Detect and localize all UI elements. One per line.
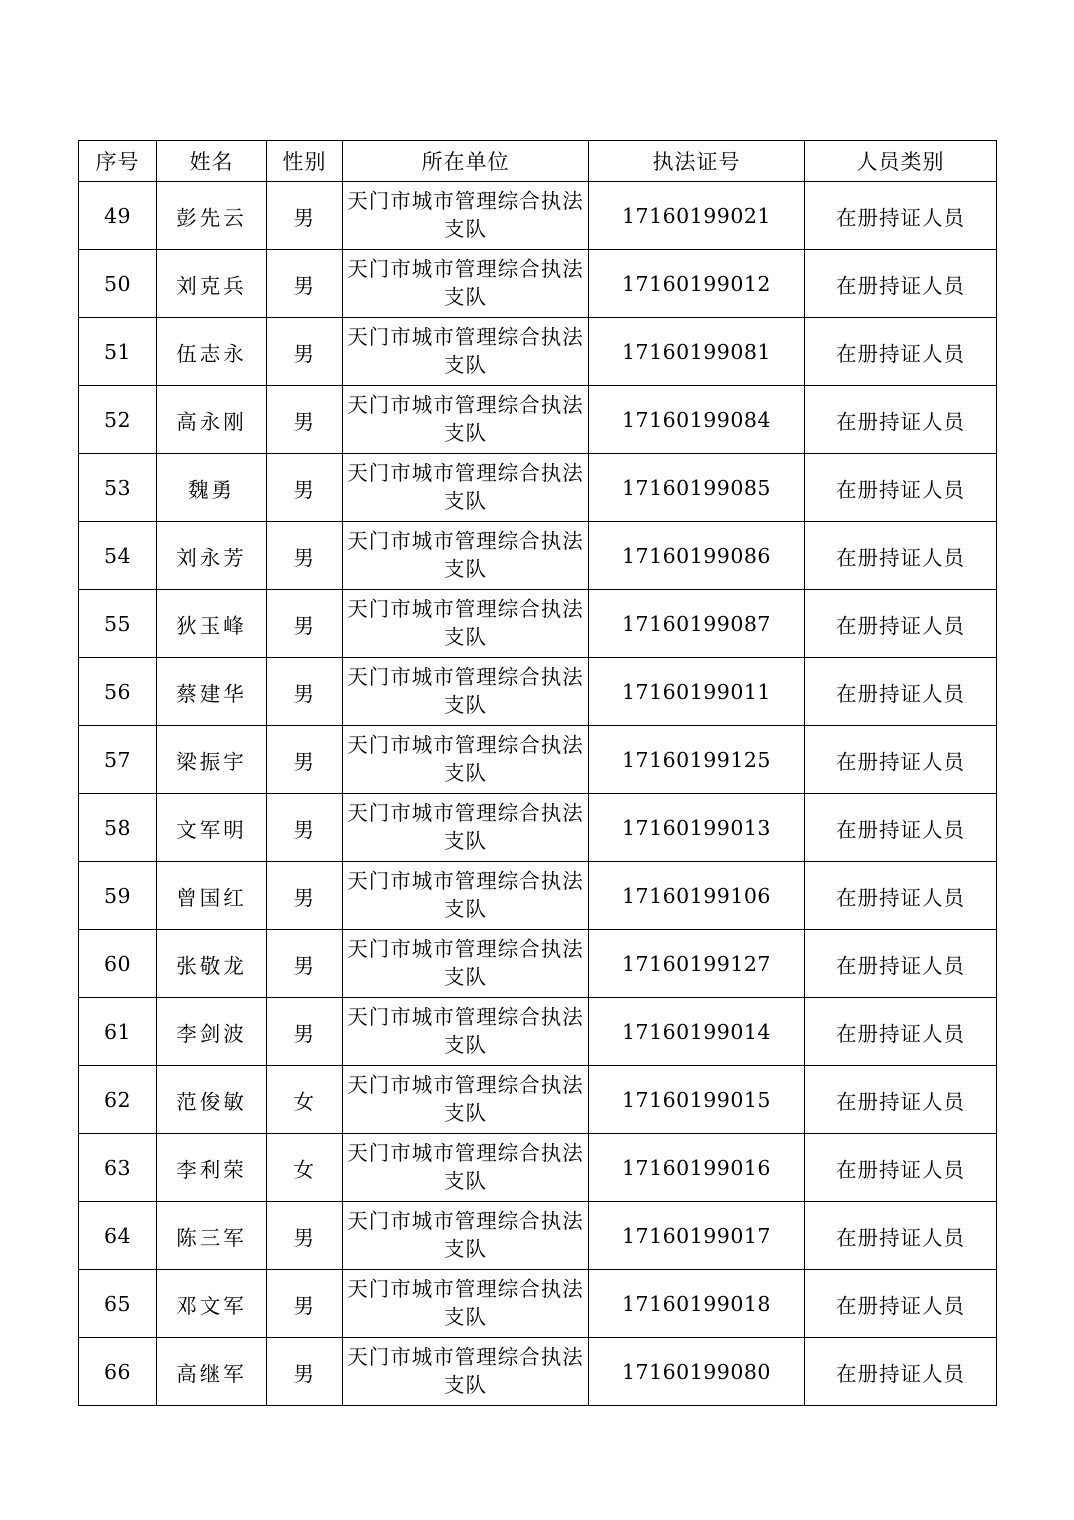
table-row xyxy=(79,998,997,1066)
cell-unit: 天门市城市管理综合执法支队 xyxy=(343,1066,589,1134)
cell-sex: 男 xyxy=(267,726,343,794)
cell-personnel-type: 在册持证人员 xyxy=(805,794,997,862)
cell-certificate: 17160199018 xyxy=(589,1270,805,1338)
cell-certificate: 17160199106 xyxy=(589,862,805,930)
cell-index: 53 xyxy=(79,454,157,522)
cell-certificate: 17160199081 xyxy=(589,318,805,386)
cell-unit: 天门市城市管理综合执法支队 xyxy=(343,1202,589,1270)
cell-sex: 男 xyxy=(267,250,343,318)
cell-sex: 男 xyxy=(267,862,343,930)
table-row xyxy=(79,1066,997,1134)
cell-personnel-type: 在册持证人员 xyxy=(805,930,997,998)
column-header-index: 序号 xyxy=(79,141,157,182)
cell-certificate: 17160199084 xyxy=(589,386,805,454)
cell-personnel-type: 在册持证人员 xyxy=(805,862,997,930)
cell-certificate: 17160199021 xyxy=(589,182,805,250)
table-row xyxy=(79,454,997,522)
cell-index: 51 xyxy=(79,318,157,386)
cell-personnel-type: 在册持证人员 xyxy=(805,726,997,794)
cell-unit: 天门市城市管理综合执法支队 xyxy=(343,318,589,386)
cell-name: 文军明 xyxy=(157,794,267,862)
table-row xyxy=(79,590,997,658)
cell-certificate: 17160199087 xyxy=(589,590,805,658)
cell-certificate: 17160199080 xyxy=(589,1338,805,1406)
cell-personnel-type: 在册持证人员 xyxy=(805,1202,997,1270)
cell-name: 陈三军 xyxy=(157,1202,267,1270)
cell-name: 范俊敏 xyxy=(157,1066,267,1134)
cell-sex: 男 xyxy=(267,658,343,726)
column-header-certificate: 执法证号 xyxy=(589,141,805,182)
cell-unit: 天门市城市管理综合执法支队 xyxy=(343,1134,589,1202)
cell-name: 狄玉峰 xyxy=(157,590,267,658)
cell-certificate: 17160199127 xyxy=(589,930,805,998)
cell-unit: 天门市城市管理综合执法支队 xyxy=(343,182,589,250)
cell-unit: 天门市城市管理综合执法支队 xyxy=(343,658,589,726)
cell-name: 刘永芳 xyxy=(157,522,267,590)
cell-index: 50 xyxy=(79,250,157,318)
cell-name: 张敬龙 xyxy=(157,930,267,998)
cell-index: 61 xyxy=(79,998,157,1066)
cell-sex: 男 xyxy=(267,318,343,386)
cell-sex: 女 xyxy=(267,1066,343,1134)
table-row xyxy=(79,930,997,998)
cell-personnel-type: 在册持证人员 xyxy=(805,998,997,1066)
cell-sex: 男 xyxy=(267,522,343,590)
column-header-sex: 性别 xyxy=(267,141,343,182)
cell-unit: 天门市城市管理综合执法支队 xyxy=(343,590,589,658)
cell-personnel-type: 在册持证人员 xyxy=(805,318,997,386)
cell-unit: 天门市城市管理综合执法支队 xyxy=(343,930,589,998)
cell-index: 60 xyxy=(79,930,157,998)
cell-sex: 男 xyxy=(267,386,343,454)
table-row xyxy=(79,1134,997,1202)
cell-sex: 男 xyxy=(267,1338,343,1406)
cell-personnel-type: 在册持证人员 xyxy=(805,386,997,454)
cell-unit: 天门市城市管理综合执法支队 xyxy=(343,454,589,522)
cell-name: 刘克兵 xyxy=(157,250,267,318)
cell-certificate: 17160199086 xyxy=(589,522,805,590)
cell-unit: 天门市城市管理综合执法支队 xyxy=(343,1270,589,1338)
cell-unit: 天门市城市管理综合执法支队 xyxy=(343,794,589,862)
cell-certificate: 17160199125 xyxy=(589,726,805,794)
cell-unit: 天门市城市管理综合执法支队 xyxy=(343,862,589,930)
cell-name: 梁振宇 xyxy=(157,726,267,794)
column-header-personnel-type: 人员类别 xyxy=(805,141,997,182)
cell-index: 62 xyxy=(79,1066,157,1134)
cell-index: 54 xyxy=(79,522,157,590)
cell-index: 57 xyxy=(79,726,157,794)
table-row xyxy=(79,794,997,862)
table-body xyxy=(79,182,997,1406)
table-row xyxy=(79,250,997,318)
cell-name: 魏勇 xyxy=(157,454,267,522)
cell-certificate: 17160199011 xyxy=(589,658,805,726)
table-row xyxy=(79,182,997,250)
cell-name: 伍志永 xyxy=(157,318,267,386)
cell-certificate: 17160199013 xyxy=(589,794,805,862)
column-header-unit: 所在单位 xyxy=(343,141,589,182)
cell-sex: 男 xyxy=(267,1270,343,1338)
cell-sex: 男 xyxy=(267,1202,343,1270)
cell-unit: 天门市城市管理综合执法支队 xyxy=(343,386,589,454)
table-row xyxy=(79,862,997,930)
table-header-row xyxy=(79,141,997,182)
cell-sex: 男 xyxy=(267,590,343,658)
cell-sex: 男 xyxy=(267,930,343,998)
cell-sex: 男 xyxy=(267,998,343,1066)
cell-personnel-type: 在册持证人员 xyxy=(805,1134,997,1202)
cell-name: 曾国红 xyxy=(157,862,267,930)
cell-name: 彭先云 xyxy=(157,182,267,250)
table-row xyxy=(79,726,997,794)
cell-index: 55 xyxy=(79,590,157,658)
cell-certificate: 17160199015 xyxy=(589,1066,805,1134)
cell-personnel-type: 在册持证人员 xyxy=(805,522,997,590)
cell-personnel-type: 在册持证人员 xyxy=(805,1338,997,1406)
table-row xyxy=(79,1270,997,1338)
cell-sex: 女 xyxy=(267,1134,343,1202)
cell-certificate: 17160199014 xyxy=(589,998,805,1066)
table-row xyxy=(79,318,997,386)
cell-certificate: 17160199085 xyxy=(589,454,805,522)
cell-certificate: 17160199012 xyxy=(589,250,805,318)
cell-sex: 男 xyxy=(267,454,343,522)
cell-index: 63 xyxy=(79,1134,157,1202)
cell-name: 蔡建华 xyxy=(157,658,267,726)
cell-unit: 天门市城市管理综合执法支队 xyxy=(343,998,589,1066)
cell-personnel-type: 在册持证人员 xyxy=(805,182,997,250)
cell-name: 邓文军 xyxy=(157,1270,267,1338)
cell-index: 52 xyxy=(79,386,157,454)
table-row xyxy=(79,386,997,454)
cell-index: 66 xyxy=(79,1338,157,1406)
cell-personnel-type: 在册持证人员 xyxy=(805,590,997,658)
cell-sex: 男 xyxy=(267,794,343,862)
cell-unit: 天门市城市管理综合执法支队 xyxy=(343,1338,589,1406)
cell-name: 李利荣 xyxy=(157,1134,267,1202)
cell-index: 65 xyxy=(79,1270,157,1338)
table-row xyxy=(79,1338,997,1406)
cell-index: 56 xyxy=(79,658,157,726)
cell-index: 64 xyxy=(79,1202,157,1270)
column-header-name: 姓名 xyxy=(157,141,267,182)
cell-certificate: 17160199016 xyxy=(589,1134,805,1202)
cell-unit: 天门市城市管理综合执法支队 xyxy=(343,522,589,590)
cell-personnel-type: 在册持证人员 xyxy=(805,1066,997,1134)
cell-unit: 天门市城市管理综合执法支队 xyxy=(343,726,589,794)
cell-name: 高继军 xyxy=(157,1338,267,1406)
cell-personnel-type: 在册持证人员 xyxy=(805,658,997,726)
cell-name: 高永刚 xyxy=(157,386,267,454)
cell-name: 李剑波 xyxy=(157,998,267,1066)
cell-index: 49 xyxy=(79,182,157,250)
cell-index: 59 xyxy=(79,862,157,930)
cell-certificate: 17160199017 xyxy=(589,1202,805,1270)
cell-personnel-type: 在册持证人员 xyxy=(805,1270,997,1338)
cell-sex: 男 xyxy=(267,182,343,250)
law-enforcement-roster-table xyxy=(78,140,997,1406)
table-row xyxy=(79,658,997,726)
table-row xyxy=(79,522,997,590)
cell-unit: 天门市城市管理综合执法支队 xyxy=(343,250,589,318)
cell-personnel-type: 在册持证人员 xyxy=(805,454,997,522)
cell-index: 58 xyxy=(79,794,157,862)
table-row xyxy=(79,1202,997,1270)
cell-personnel-type: 在册持证人员 xyxy=(805,250,997,318)
